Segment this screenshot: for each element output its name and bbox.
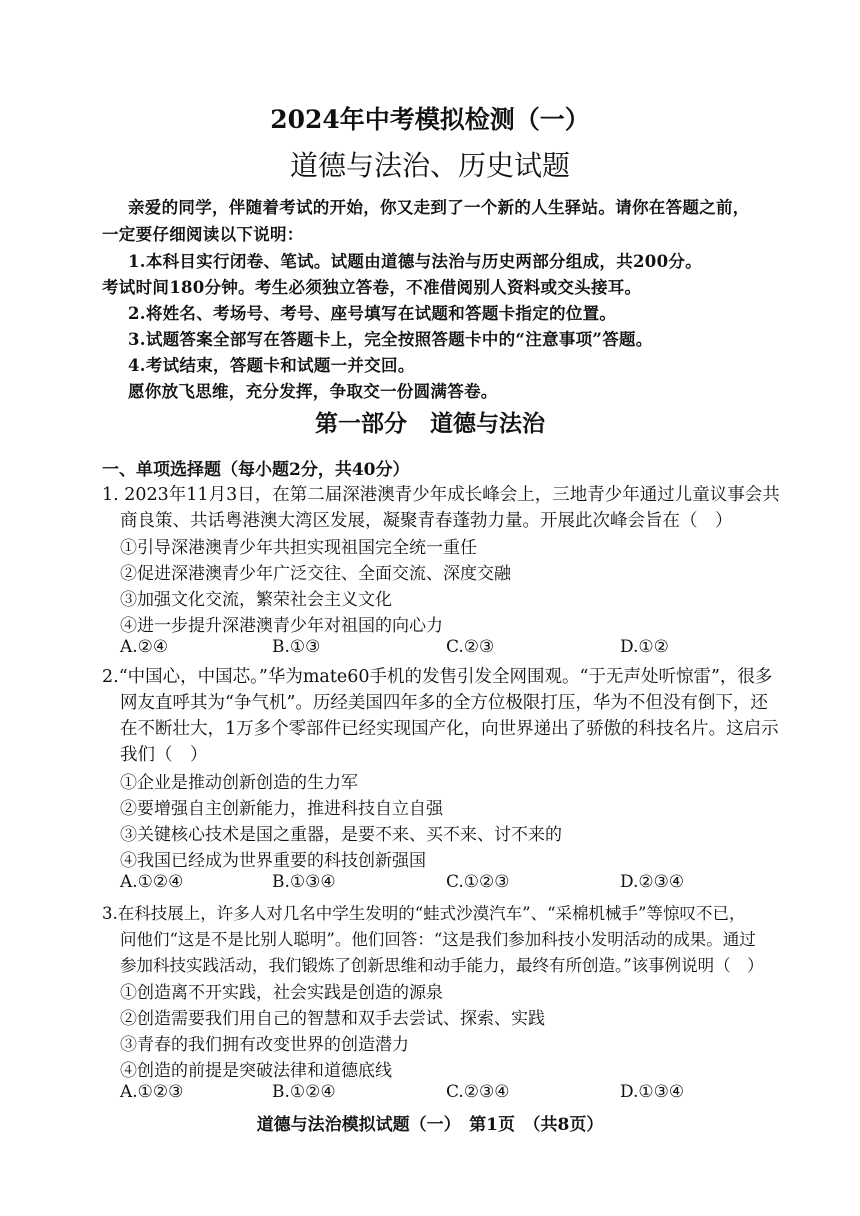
q2-answer-a: A.①②④ (120, 872, 184, 892)
q1-answer-b: B.①③ (272, 637, 321, 657)
q1-option-4: ④进一步提升深港澳青少年对祖国的向心力 (120, 616, 443, 636)
part-heading: 一、单项选择题（每小题2分，共40分） (102, 460, 410, 480)
q2-option-1: ①企业是推动创新创造的生力军 (120, 773, 358, 793)
q3-option-1: ①创造离不开实践，社会实践是创造的源泉 (120, 983, 443, 1003)
q2-answer-b: B.①③④ (272, 872, 336, 892)
q1-stem-line-2: 商良策、共话粤港澳大湾区发展，凝聚青春蓬勃力量。开展此次峰会旨在（ ） (120, 511, 733, 531)
intro-line-4: 考试时间180分钟。考生必须独立答卷，不准借阅别人资料或交头接耳。 (102, 278, 642, 297)
q3-option-3: ③青春的我们拥有改变世界的创造潜力 (120, 1035, 409, 1055)
q1-answer-a: A.②④ (120, 637, 169, 657)
exam-title: 2024年中考模拟检测（一） (270, 105, 590, 134)
q1-option-3: ③加强文化交流，繁荣社会主义文化 (120, 590, 392, 610)
intro-line-1: 亲爱的同学，伴随着考试的开始，你又走到了一个新的人生驿站。请你在答题之前， (128, 198, 750, 217)
q1-option-1: ①引导深港澳青少年共担实现祖国完全统一重任 (120, 538, 477, 558)
q3-stem-line-2: 问他们“这是不是比别人聪明”。他们回答：“这是我们参加科技小发明活动的成果。通过 (120, 930, 756, 949)
q2-option-3: ③关键核心技术是国之重器，是要不来、买不来、讨不来的 (120, 825, 562, 845)
q2-answer-c: C.①②③ (446, 872, 510, 892)
q3-answer-d: D.①③④ (620, 1082, 685, 1102)
page-footer: 道德与法治模拟试题（一） 第1页 （共8页） (256, 1115, 604, 1135)
intro-line-6: 3.试题答案全部写在答题卡上，完全按照答题卡中的“注意事项”答题。 (128, 330, 653, 349)
q3-stem-line-1: 3.在科技展上，许多人对几名中学生发明的“蛙式沙漠汽车”、“采棉机械手”等惊叹不已， (102, 904, 746, 923)
q3-option-4: ④创造的前提是突破法律和道德底线 (120, 1061, 392, 1081)
q2-option-4: ④我国已经成为世界重要的科技创新强国 (120, 851, 426, 871)
q3-answer-b: B.①②④ (272, 1082, 336, 1102)
intro-line-8: 愿你放飞思维，充分发挥，争取交一份圆满答卷。 (128, 382, 498, 401)
q3-stem-line-3: 参加科技实践活动，我们锻炼了创新思维和动手能力，最终有所创造。”该事例说明（ ） (120, 956, 764, 975)
q2-stem-line-2: 网友直呼其为“争气机”。历经美国四年多的全方位极限打压，华为不但没有倒下，还 (120, 693, 768, 713)
q2-answer-d: D.②③④ (620, 872, 685, 892)
intro-line-7: 4.考试结束，答题卡和试题一并交回。 (128, 356, 415, 375)
section-title: 第一部分 道德与法治 (315, 410, 545, 437)
q1-answer-d: D.①② (620, 637, 669, 657)
exam-subtitle: 道德与法治、历史试题 (289, 149, 570, 182)
intro-line-3: 1.本科目实行闭卷、笔试。试题由道德与法治与历史两部分组成，共200分。 (128, 252, 702, 271)
q3-answer-a: A.①②③ (120, 1082, 184, 1102)
intro-line-5: 2.将姓名、考场号、考号、座号填写在试题和答题卡指定的位置。 (128, 304, 617, 323)
q1-option-2: ②促进深港澳青少年广泛交往、全面交流、深度交融 (120, 564, 511, 584)
q1-stem-line-1: 1. 2023年11月3日，在第二届深港澳青少年成长峰会上，三地青少年通过儿童议事会共 (102, 485, 780, 505)
intro-line-2: 一定要仔细阅读以下说明： (102, 225, 304, 244)
q3-answer-c: C.②③④ (446, 1082, 510, 1102)
q2-option-2: ②要增强自主创新能力，推进科技自立自强 (120, 799, 443, 819)
q2-stem-line-1: 2.“中国心，中国芯。”华为mate60手机的发售引发全网围观。“于无声处听惊雷”，很多 (102, 667, 773, 687)
q2-stem-line-4: 我们（ ） (120, 745, 208, 765)
q3-option-2: ②创造需要我们用自己的智慧和双手去尝试、探索、实践 (120, 1009, 545, 1029)
q2-stem-line-3: 在不断壮大，1万多个零部件已经实现国产化，向世界递出了骄傲的科技名片。这启示 (120, 719, 779, 739)
q1-answer-c: C.②③ (446, 637, 495, 657)
